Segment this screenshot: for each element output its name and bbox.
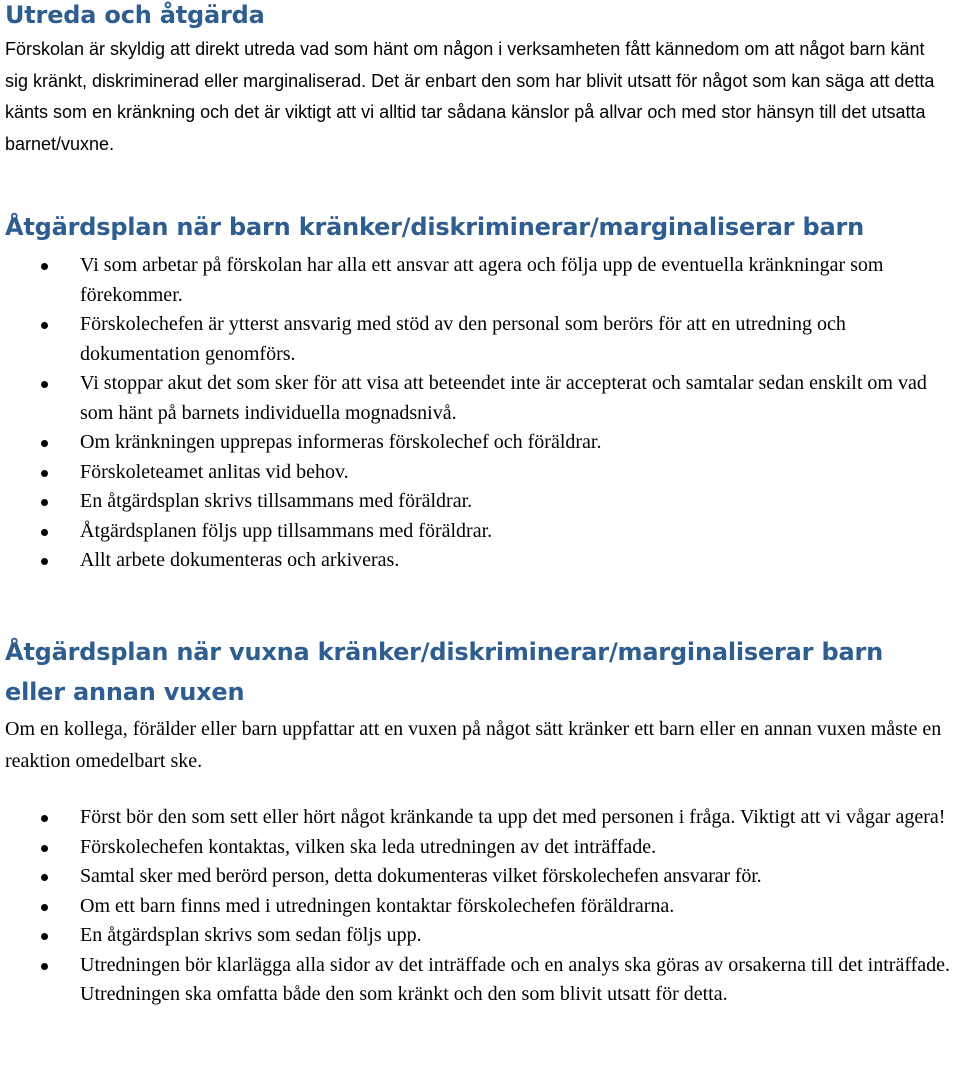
- intro-paragraph: Förskolan är skyldig att direkt utreda vad som hänt om någon i verksamheten fått kännedom om att något barn känt sig kränkt, diskriminerad eller marginaliserad. Det är enbart den som har blivit utsatt för något som kan säga att detta känts som en kränkning och det är viktigt att vi alltid tar sådana känslor på allvar och med stor hänsyn till det utsatta barnet/vuxne.: [5, 39, 935, 154]
- list-item: Förskoleteamet anlitas vid behov.: [0, 458, 960, 488]
- list-item: En åtgärdsplan skrivs tillsammans med föräldrar.: [0, 487, 960, 517]
- section-heading-vuxna: Åtgärdsplan när vuxna kränker/diskriminerar/marginaliserar barn eller annan vuxen: [5, 638, 883, 706]
- vuxna-intro-paragraph: Om en kollega, förälder eller barn uppfattar att en vuxen på något sätt kränker ett barn eller en annan vuxen måste en reaktion omedelbart ske.: [5, 718, 942, 772]
- list-item: Åtgärdsplanen följs upp tillsammans med föräldrar.: [0, 517, 960, 547]
- list-item: Samtal sker med berörd person, detta dokumenteras vilket förskolechefen ansvarar för.: [0, 862, 960, 892]
- section-heading-barn: Åtgärdsplan när barn kränker/diskriminerar/marginaliserar barn: [5, 213, 864, 241]
- list-item: Utredningen bör klarlägga alla sidor av det inträffade och en analys ska göras av orsakerna till det inträffade. Utredningen ska omfatta både den som kränkt och den som blivit utsatt för detta.: [0, 951, 960, 1010]
- bullet-list-barn: [0, 251, 960, 576]
- section-heading-utreda: Utreda och åtgärda: [5, 1, 265, 29]
- list-item: Förskolechefen är ytterst ansvarig med stöd av den personal som berörs för att en utredning och dokumentation genomförs.: [0, 310, 960, 369]
- list-item: Om kränkningen upprepas informeras förskolechef och föräldrar.: [0, 428, 960, 458]
- list-item: En åtgärdsplan skrivs som sedan följs upp.: [0, 921, 960, 951]
- list-item: Allt arbete dokumenteras och arkiveras.: [0, 546, 960, 576]
- bullet-list-vuxna: [0, 803, 960, 1010]
- list-item: Förskolechefen kontaktas, vilken ska leda utredningen av det inträffade.: [0, 833, 960, 863]
- list-item: Om ett barn finns med i utredningen kontaktar förskolechefen föräldrarna.: [0, 892, 960, 922]
- list-item: Först bör den som sett eller hört något kränkande ta upp det med personen i fråga. Viktigt att vi vågar agera!: [0, 803, 960, 833]
- list-item: Vi som arbetar på förskolan har alla ett ansvar att agera och följa upp de eventuella kränkningar som förekommer.: [0, 251, 960, 310]
- list-item: Vi stoppar akut det som sker för att visa att beteendet inte är accepterat och samtalar sedan enskilt om vad som hänt på barnets individuella mognadsnivå.: [0, 369, 960, 428]
